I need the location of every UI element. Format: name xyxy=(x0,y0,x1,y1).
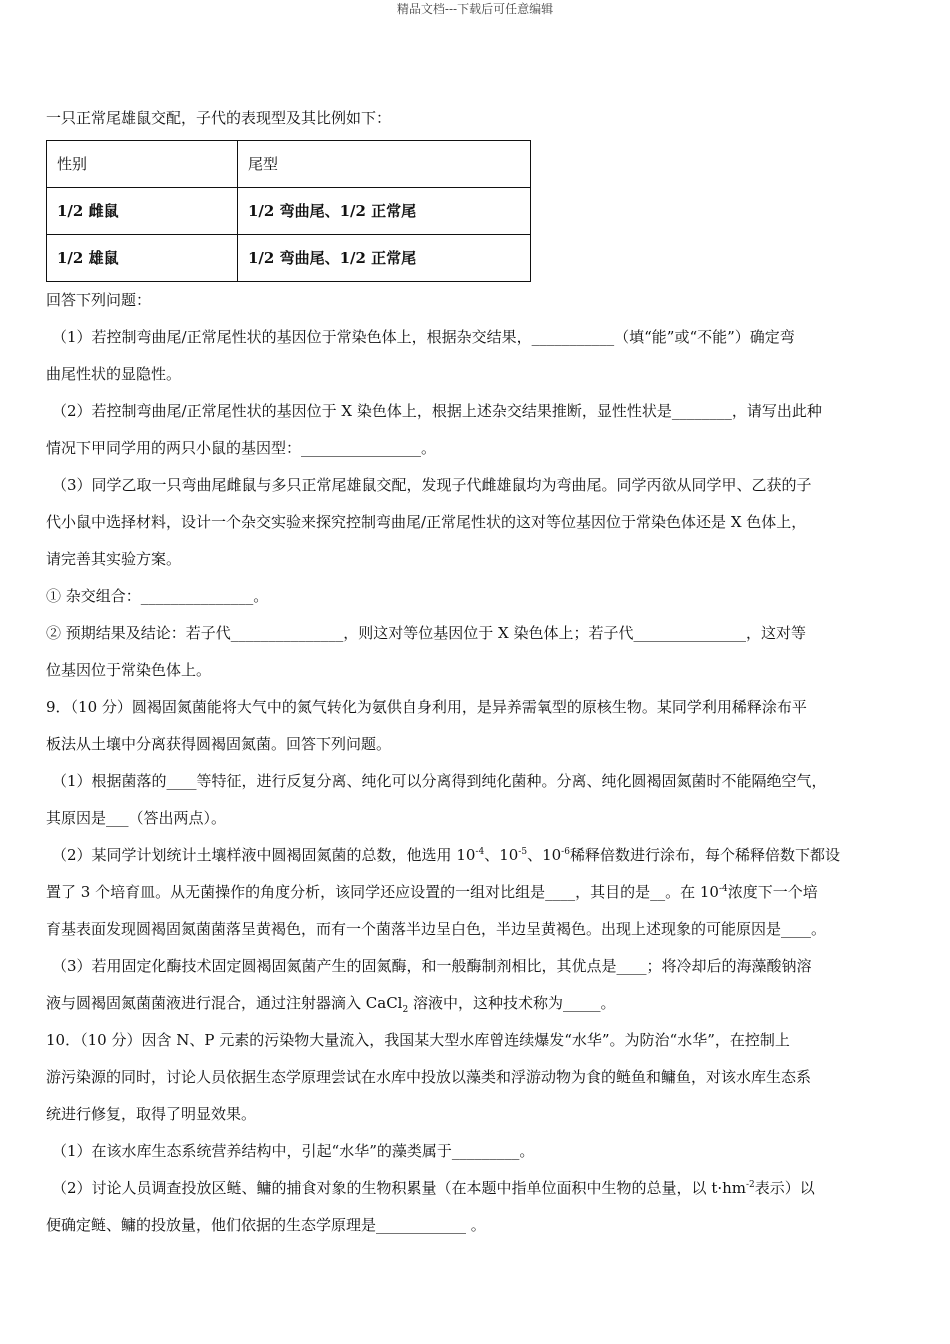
text-line xyxy=(46,985,908,1022)
text-line: 其原因是___（答出两点）。 xyxy=(46,809,227,827)
text-line xyxy=(46,1170,908,1207)
text-line: 代小鼠中选择材料，设计一个杂交实验来探究控制弯曲尾/正常尾性状的这对等位基因位于常染色体还是 X 色体上， xyxy=(46,513,807,531)
text-line: 回答下列问题： xyxy=(46,291,152,309)
text-line: 曲尾性状的显隐性。 xyxy=(46,365,182,383)
text-line: （2）若控制弯曲尾/正常尾性状的基因位于 X 染色体上，根据上述杂交结果推断，显性性状是________，请写出此种 xyxy=(52,402,822,420)
table-cell: 1/2 弯曲尾、1/2 正常尾 xyxy=(238,235,531,282)
text-line xyxy=(46,874,908,911)
intro-text: 一只正常尾雄鼠交配，子代的表现型及其比例如下： xyxy=(46,109,392,127)
text-line: 情况下甲同学用的两只小鼠的基因型：________________。 xyxy=(46,439,437,457)
text-line: 统进行修复，取得了明显效果。 xyxy=(46,1105,257,1123)
text-line: 板法从土壤中分离获得圆褐固氮菌。回答下列问题。 xyxy=(46,735,392,753)
text-span: 置了 3 个培育皿。从无菌操作的角度分析，该同学还应设置的一组对比组是____，其目的是__。在 10 xyxy=(46,883,719,901)
text-span: 稀释倍数进行涂布，每个稀释倍数下都设 xyxy=(569,846,840,864)
text-line: （3）同学乙取一只弯曲尾雌鼠与多只正常尾雄鼠交配，发现子代雌雄鼠均为弯曲尾。同学丙欲从同学甲、乙获的子 xyxy=(52,476,812,494)
text-line xyxy=(46,837,908,874)
question-10-title: 10．（10 分）因含 N、P 元素的污染物大量流入，我国某大型水库曾连续爆发“水华”。为防治“水华”，在控制上 xyxy=(46,1031,790,1049)
question-9-title: 9．（10 分）圆褐固氮菌能将大气中的氮气转化为氨供自身利用，是异养需氧型的原核生物。某同学利用稀释涂布平 xyxy=(46,698,807,716)
text-line: 便确定鲢、鳙的投放量，他们依据的生态学原理是____________ 。 xyxy=(46,1216,486,1234)
page-header: 精品文档---下载后可任意编辑 xyxy=(396,2,554,16)
text-line: 游污染源的同时，讨论人员依据生态学原理尝试在水库中投放以藻类和浮游动物为食的鲢鱼和鳙鱼，对该水库生态系 xyxy=(46,1068,812,1086)
superscript: -5 xyxy=(518,847,528,857)
table-header-row xyxy=(47,141,531,188)
subscript: 2 xyxy=(402,1005,409,1015)
document-body xyxy=(46,100,908,1244)
text-span: 溶液中，这种技术称为_____。 xyxy=(408,994,616,1012)
text-span: 、10 xyxy=(484,846,519,864)
text-span: 表示）以 xyxy=(754,1179,815,1197)
table-cell: 1/2 雌鼠 xyxy=(47,188,238,235)
text-span: （2）讨论人员调查投放区鲢、鳙的捕食对象的生物积累量（在本题中指单位面积中生物的总量，以 t·hm xyxy=(52,1179,746,1197)
superscript: -4 xyxy=(475,847,485,857)
text-line: 请完善其实验方案。 xyxy=(46,550,182,568)
table-header-cell: 尾型 xyxy=(238,141,531,188)
table-cell: 1/2 雄鼠 xyxy=(47,235,238,282)
table-row xyxy=(47,235,531,282)
text-line: （3）若用固定化酶技术固定圆褐固氮菌产生的固氮酶，和一般酶制剂相比，其优点是____；将冷却后的海藻酸钠溶 xyxy=(52,957,812,975)
text-line: 育基表面发现圆褐固氮菌菌落呈黄褐色，而有一个菌落半边呈白色，半边呈黄褐色。出现上述现象的可能原因是____。 xyxy=(46,920,827,938)
text-line: 位基因位于常染色体上。 xyxy=(46,661,212,679)
text-line: ② 预期结果及结论：若子代_______________，则这对等位基因位于 X 染色体上；若子代_______________，这对等 xyxy=(46,624,806,642)
superscript: -2 xyxy=(746,1180,755,1190)
table-header-cell: 性别 xyxy=(47,141,238,188)
table-row xyxy=(47,188,531,235)
text-span: 液与圆褐固氮菌菌液进行混合，通过注射器滴入 CaCl xyxy=(46,994,403,1012)
text-line: （1）根据菌落的____等特征，进行反复分离、纯化可以分离得到纯化菌种。分离、纯化圆褐固氮菌时不能隔绝空气， xyxy=(52,772,827,790)
superscript: -4 xyxy=(718,884,728,894)
text-line: （1）若控制弯曲尾/正常尾性状的基因位于常染色体上，根据杂交结果，___________（填“能”或“不能”）确定弯 xyxy=(52,328,795,346)
text-line: （1）在该水库生态系统营养结构中，引起“水华”的藻类属于_________。 xyxy=(52,1142,535,1160)
text-span: （2）某同学计划统计土壤样液中圆褐固氮菌的总数，他选用 10 xyxy=(52,846,476,864)
table-cell: 1/2 弯曲尾、1/2 正常尾 xyxy=(238,188,531,235)
text-line: ① 杂交组合：_______________。 xyxy=(46,587,269,605)
text-span: 、10 xyxy=(527,846,562,864)
offspring-table xyxy=(46,140,531,282)
text-span: 浓度下一个培 xyxy=(727,883,818,901)
superscript: -6 xyxy=(561,847,570,857)
